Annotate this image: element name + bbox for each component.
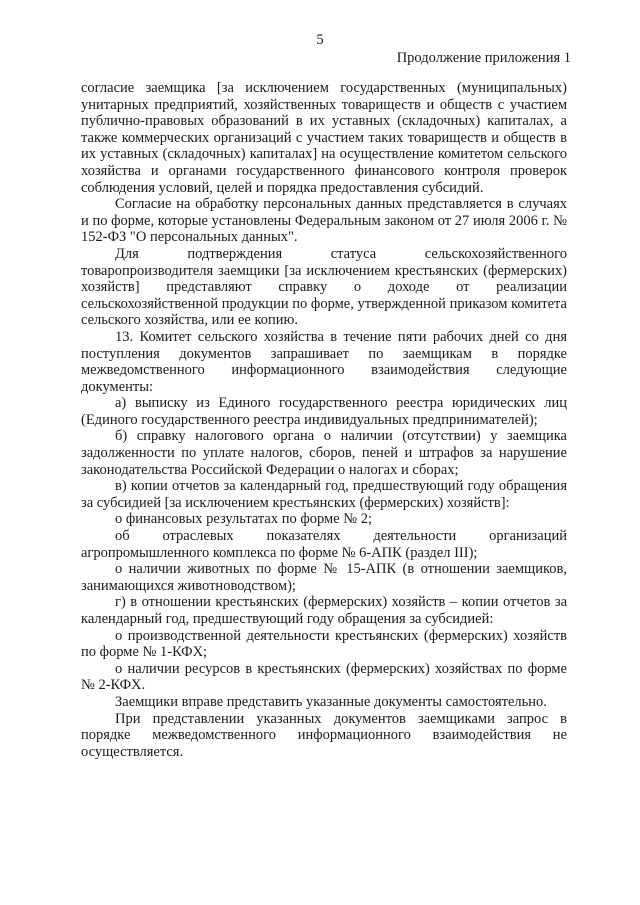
paragraph: Для подтверждения статуса сельскохозяйственного товаропроизводителя заемщики [за исключением крестьянских (фермерских) хозяйств] представляют справку о доходе от реализации сельскохозяйственной продукции по форме, утвержденной приказом комитета сельского хозяйства, или ее копию.	[81, 245, 567, 329]
page-number: 5	[316, 32, 324, 48]
document-body	[81, 80, 567, 760]
sub-item: о наличии животных по форме № 15-АПК (в отношении заемщиков, занимающихся животноводством);	[81, 561, 567, 594]
paragraph: Согласие на обработку персональных данных представляется в случаях и по форме, которые установлены Федеральным законом от 27 июля 2006 г. № 152-ФЗ "О персональных данных".	[81, 196, 567, 246]
paragraph: согласие заемщика [за исключением государственных (муниципальных) унитарных предприятий, хозяйственных товариществ и обществ с участием публично-правовых образований в их уставных (складочных) капиталах, а также коммерческих организаций с участием таких товариществ и обществ в их уставных (складочных) капиталах] на осуществление комитетом сельского хозяйства и органами государственного финансового контроля проверок соблюдения условий, целей и порядка предоставления субсидий.	[81, 80, 567, 196]
list-item-v: в) копии отчетов за календарный год, предшествующий году обращения за субсидией [за исключением крестьянских (фермерских) хозяйств]:	[81, 478, 567, 511]
list-item-g: г) в отношении крестьянских (фермерских) хозяйств – копии отчетов за календарный год, предшествующий году обращения за субсидией:	[81, 594, 567, 627]
appendix-continuation-note: Продолжение приложения 1	[396, 50, 571, 66]
sub-item: о наличии ресурсов в крестьянских (фермерских) хозяйствах по форме № 2-КФХ.	[81, 660, 567, 694]
list-item-b: б) справку налогового органа о наличии (отсутствии) у заемщика задолженности по уплате налогов, сборов, пеней и штрафов за нарушение законодательства Российской Федерации о налогах и сборах;	[81, 428, 567, 478]
sub-item: об отраслевых показателях деятельности организаций агропромышленного комплекса по форме № 6-АПК (раздел III);	[81, 528, 567, 561]
sub-item: о производственной деятельности крестьянских (фермерских) хозяйств по форме № 1-КФХ;	[81, 627, 567, 661]
sub-item: о финансовых результатах по форме № 2;	[115, 511, 373, 528]
paragraph: Заемщики вправе представить указанные документы самостоятельно.	[115, 693, 547, 710]
paragraph-item-13: 13. Комитет сельского хозяйства в течение пяти рабочих дней со дня поступления документов запрашивает по заемщикам в порядке межведомственного информационного взаимодействия следующие документы:	[81, 328, 567, 395]
paragraph: При представлении указанных документов заемщиками запрос в порядке межведомственного информационного взаимодействия не осуществляется.	[81, 710, 567, 760]
list-item-a: а) выписку из Единого государственного реестра юридических лиц (Единого государственного реестра индивидуальных предпринимателей);	[81, 395, 567, 428]
